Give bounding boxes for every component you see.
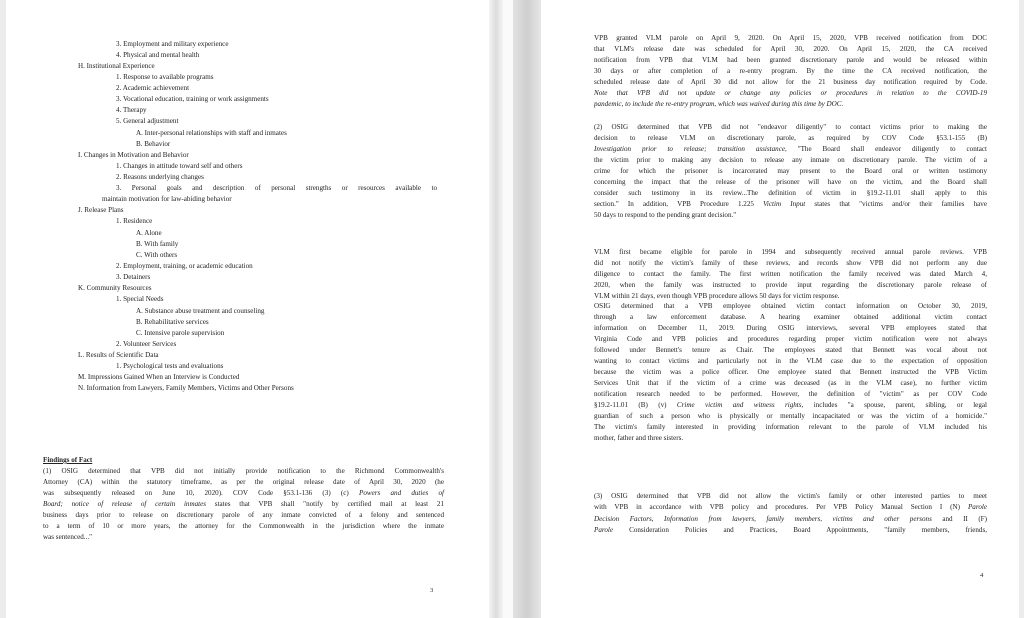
outline-item: 2. Academic achievement <box>116 84 190 92</box>
paragraph-line: (2) OSIG determined that VPB did not "endeavor diligently" to contact victims prior to making the <box>594 123 987 131</box>
paragraph-line: diligence to contact the family. The first written notification the family received was dated March 4, <box>594 270 987 278</box>
outline-item: 1. Psychological tests and evaluations <box>116 362 224 370</box>
paragraph-line: decision to release VLM on discretionary parole, as required by COV Code §53.1-155 (B) <box>594 134 987 142</box>
outline-item: L. Results of Scientific Data <box>78 351 159 359</box>
outline-item: C. Intensive parole supervision <box>136 329 225 337</box>
page-gutter-gap <box>503 0 513 618</box>
paragraph-line: Decision Factors, Information from lawyers, family members, victims and other persons and II (F) <box>594 514 987 523</box>
paragraph-line: scheduled release date of April 30 did not allow for the 21 business day notification required by Code. <box>594 78 987 86</box>
paragraph-line: because the victim was a police officer. One employee stated that Bennett instructed the VPB Victim <box>594 368 987 376</box>
paragraph-line: consider such testimony in its review...The definition of victim in §19.2-11.01 shall apply to this <box>594 189 987 197</box>
outline-item: 1. Response to available programs <box>116 73 214 81</box>
outline-item: 4. Physical and mental health <box>116 51 200 59</box>
paragraph-line: Investigation prior to release; transition assistance, "The Board shall endeavor diligently to contact <box>594 145 987 153</box>
outline-item: B. With family <box>136 240 179 248</box>
outline-item: B. Behavior <box>136 140 171 148</box>
paragraph-line: 30 days or after completion of a re-entry program. By the time the CA received notification, the <box>594 67 987 75</box>
paragraph-line: §19.2-11.01 (B) (v) Crime victim and witness rights, includes "a spouse, parent, sibling, or legal <box>594 401 987 409</box>
findings-line: was sentenced..." <box>43 533 92 541</box>
outline-item: B. Rehabilitative services <box>136 318 209 326</box>
paragraph-line: guardian of such a person who is physically or mentally incapacitated or was the victim of a homicide." <box>594 412 987 420</box>
paragraph-line: with VPB in accordance with VPB policy and procedures. Per VPB Policy Manual Section I (N) Parole <box>594 503 987 512</box>
outline-item: H. Institutional Experience <box>78 62 155 70</box>
outline-item: 3. Employment and military experience <box>116 40 229 48</box>
findings-line: to a term of 10 or more years, the attorney for the Commonwealth in the jurisdiction where the inmate <box>43 522 444 530</box>
outline-item: 2. Employment, training, or academic education <box>116 262 253 270</box>
paragraph-line: 50 days to respond to the pending grant decision." <box>594 211 737 219</box>
paragraph-line: pandemic, to include the re-entry program, which was waived during this time by DOC. <box>594 100 844 108</box>
paragraph-line: notification research needed to be performed. However, the definition of "victim" as per COV Code <box>594 390 987 398</box>
paragraph-line: The victim's family interested in providing information relevant to the parole of VLM included his <box>594 423 987 431</box>
outline-item: 2. Reasons underlying changes <box>116 173 204 181</box>
page-number: 4 <box>980 572 984 579</box>
findings-line: (1) OSIG determined that VPB did not initially provide notification to the Richmond Commonwealth's <box>43 467 444 475</box>
findings-line: Attorney (CA) within the statutory timeframe, as per the original release date of April 30, 2020 (he <box>43 478 444 486</box>
page-gutter-shadow <box>489 0 503 618</box>
outline-item: 1. Special Needs <box>116 295 164 303</box>
paragraph-line: Note that VPB did not update or change any policies or procedures in relation to the COVID-19 <box>594 89 987 97</box>
paragraph-line: 2020, when the family was instructed to provide input regarding the discretionary parole release of <box>594 281 987 289</box>
paragraph-line: (3) OSIG determined that VPB did not allow the victim's family or other interested parties to meet <box>594 492 987 500</box>
outline-item: J. Release Plans <box>78 206 124 214</box>
outline-item: N. Information from Lawyers, Family Members, Victims and Other Persons <box>78 384 294 392</box>
paragraph-line: concerning the impact that the release of the prisoner will have on the victim, and the Board shall <box>594 178 987 186</box>
page-gutter-edge <box>513 0 541 618</box>
paragraph-line: notification from VPB that VLM had been granted discretionary parole and would be released within <box>594 56 987 64</box>
paragraph-line: followed under Bennett's tenure as Chair. The employees stated that Bennett was vocal about not <box>594 346 987 354</box>
paragraph-line: VPB granted VLM parole on April 9, 2020. On April 15, 2020, VPB received notification from DOC <box>594 34 987 42</box>
outline-item: 5. General adjustment <box>116 117 179 125</box>
paragraph-line: did not notify the victim's family of these reviews, and records show VPB did not perform any due <box>594 259 987 267</box>
findings-line: was subsequently released on June 10, 2020). COV Code §53.1-136 (3) (c) Powers and duties of <box>43 489 444 497</box>
paragraph-line: mother, father and three sisters. <box>594 434 684 442</box>
outline-item: K. Community Resources <box>78 284 152 292</box>
outline-item: 1. Changes in attitude toward self and others <box>116 162 243 170</box>
outline-item: 1. Residence <box>116 217 153 225</box>
outline-item: 3. Detainers <box>116 273 151 281</box>
paragraph-line: VLM within 21 days, even though VPB procedure allows 50 days for victim response. <box>594 292 840 300</box>
outline-item: 4. Therapy <box>116 106 147 114</box>
outline-item: C. With others <box>136 251 178 259</box>
paragraph-line: Services Unit that if the victim of a crime was deceased (as in the VLM case), no further victim <box>594 379 987 387</box>
paragraph-line: section." In addition, VPB Procedure 1.225 Victim Input states that "victims and/or their families have <box>594 200 987 208</box>
paragraph-line: information on December 11, 2019. During OSIG interviews, several VPB employees stated that <box>594 324 987 332</box>
right-page <box>541 0 1019 618</box>
paragraph-line: Virginia Code and VPB policies and procedures regarding proper victim notification were not always <box>594 335 987 343</box>
outline-item: A. Inter-personal relationships with staff and inmates <box>136 129 287 137</box>
outline-item: 2. Volunteer Services <box>116 340 177 348</box>
paragraph-line: Parole Consideration Policies and Practices, Board Appointments, "family members, friends, <box>594 525 987 534</box>
findings-line: business days prior to release on discretionary parole of any inmate convicted of a felony and sentenced <box>43 511 444 519</box>
paragraph-line: VLM first became eligible for parole in 1994 and subsequently received annual parole reviews. VPB <box>594 248 987 256</box>
paragraph-line: the victim prior to making any decision to release any inmate on discretionary parole. The victim of a <box>594 156 987 164</box>
paragraph-line: wanting to contact victims and particularly not in the VLM case due to the expectation of opposition <box>594 357 987 365</box>
paragraph-line: OSIG determined that a VPB employee obtained victim contact information on October 30, 2019, <box>594 302 987 310</box>
paragraph-line: through a law enforcement database. A hearing examiner obtained additional victim contact <box>594 313 987 321</box>
findings-heading: Findings of Fact <box>43 456 93 464</box>
outline-item: 3. Vocational education, training or work assignments <box>116 95 269 103</box>
outline-item: maintain motivation for law-abiding behavior <box>102 195 232 203</box>
outline-item: A. Substance abuse treatment and counseling <box>136 307 265 315</box>
page-number: 3 <box>430 587 434 594</box>
outline-item: A. Alone <box>136 229 162 237</box>
outline-item: M. Impressions Gained When an Interview is Conducted <box>78 373 240 381</box>
paragraph-line: that VLM's release date was scheduled for April 30, 2020. On April 15, 2020, the CA received <box>594 45 987 53</box>
paragraph-line: crime for which the prisoner is incarcerated may present to the Board oral or written testimony <box>594 167 987 175</box>
outline-item: I. Changes in Motivation and Behavior <box>78 151 189 159</box>
outline-item: 3. Personal goals and description of personal strengths or resources available to <box>116 184 437 192</box>
left-page <box>6 0 489 618</box>
findings-line: Board; notice of release of certain inmates states that VPB shall "notify by certified mail at least 21 <box>43 500 444 508</box>
